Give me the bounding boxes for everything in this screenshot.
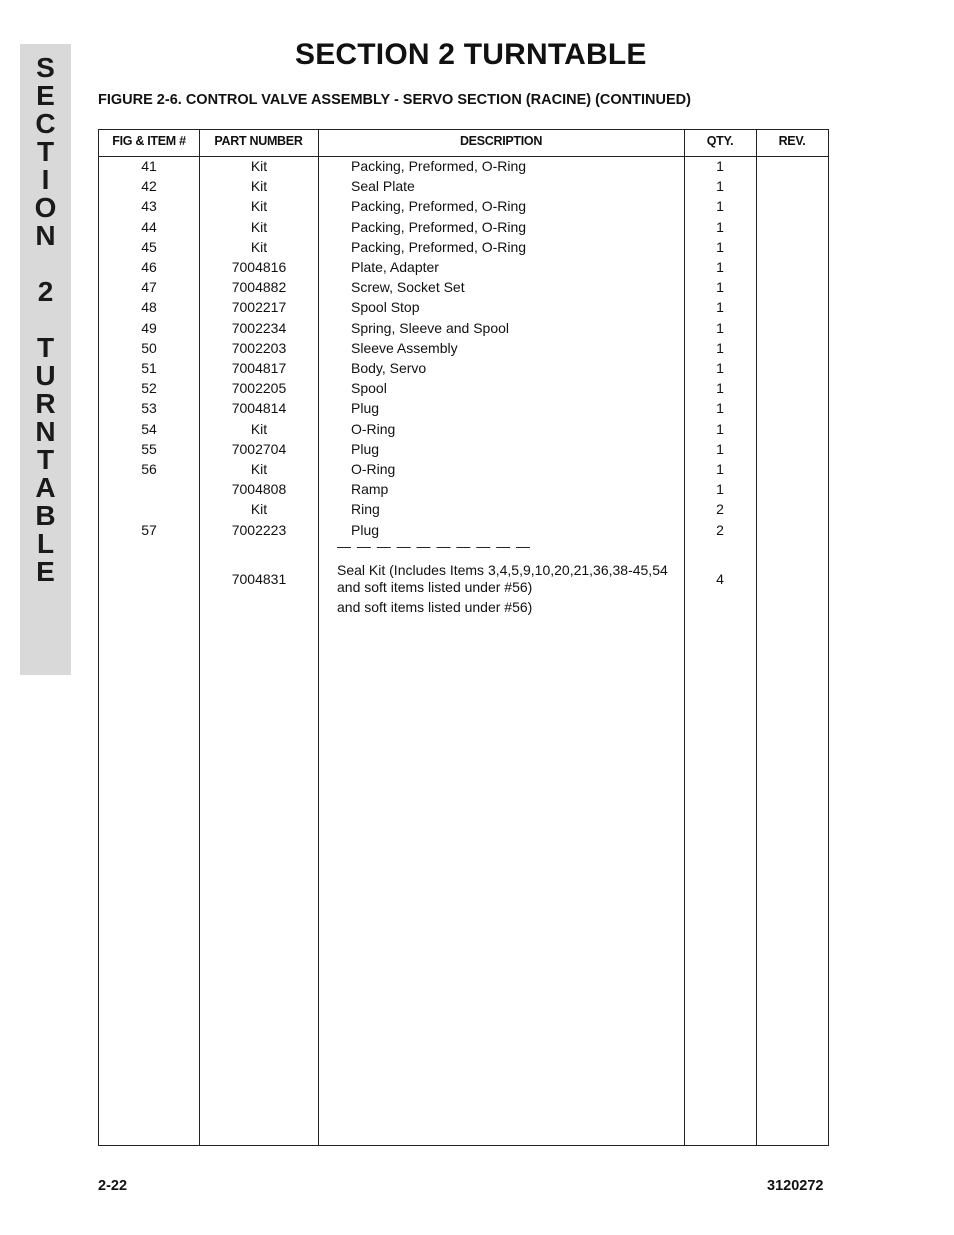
description-cell: Plug: [351, 441, 380, 457]
part-number-cell: Kit: [250, 239, 268, 255]
part-number-cell: 7004882: [231, 279, 287, 295]
part-number-cell: 7004816: [231, 259, 287, 275]
description-cell: Spool: [351, 380, 387, 396]
column-header-rev: REV.: [778, 134, 806, 148]
part-number-cell: 7004817: [231, 360, 287, 376]
qty-cell: 2: [716, 522, 724, 538]
part-number-cell: Kit: [250, 158, 268, 174]
part-number-cell: 7002205: [231, 380, 287, 396]
side-tab-letter: O: [34, 192, 57, 223]
qty-cell: 1: [716, 360, 724, 376]
fig-item-cell: 44: [141, 219, 157, 235]
qty-cell: 1: [716, 481, 724, 497]
fig-item-cell: 49: [141, 320, 157, 336]
side-tab-letter: L: [36, 528, 55, 559]
seal-kit-description-line2: and soft items listed under #56): [337, 579, 533, 595]
part-number-cell: 7002234: [231, 320, 287, 336]
part-number-cell: 7004808: [231, 481, 287, 497]
side-tab-letter: A: [35, 472, 56, 503]
fig-item-cell: 48: [141, 299, 157, 315]
description-cell: Ramp: [351, 481, 389, 497]
fig-item-cell: 54: [141, 421, 157, 437]
side-tab-letter: T: [36, 332, 55, 363]
seal-kit-part-number: 7004831: [231, 571, 287, 587]
fig-item-cell: 46: [141, 259, 157, 275]
description-cell: Seal Plate: [351, 178, 415, 194]
page-title: SECTION 2 TURNTABLE: [295, 38, 647, 71]
part-number-cell: Kit: [250, 198, 268, 214]
part-number-cell: Kit: [250, 421, 268, 437]
seal-kit-description-line1: Seal Kit (Includes Items 3,4,5,9,10,20,21,36,38-45,54: [337, 562, 668, 578]
description-cell: Ring: [351, 501, 380, 517]
separator-dashes: — — — — — — — — — —: [337, 538, 532, 554]
fig-item-cell: 55: [141, 441, 157, 457]
fig-item-cell: 57: [141, 522, 157, 538]
qty-cell: 1: [716, 219, 724, 235]
fig-item-cell: 56: [141, 461, 157, 477]
description-cell: Packing, Preformed, O-Ring: [351, 219, 527, 235]
part-number-cell: Kit: [250, 219, 268, 235]
qty-cell: 1: [716, 421, 724, 437]
description-cell: Packing, Preformed, O-Ring: [351, 198, 527, 214]
qty-cell: 1: [716, 158, 724, 174]
side-tab-letter: T: [36, 444, 55, 475]
column-header-description: DESCRIPTION: [459, 134, 543, 148]
description-cell: Plug: [351, 522, 380, 538]
side-tab-letter: S: [36, 52, 55, 83]
description-cell: Spool Stop: [351, 299, 420, 315]
part-number-cell: 7002217: [231, 299, 287, 315]
description-cell: O-Ring: [351, 421, 396, 437]
part-number-cell: 7002704: [231, 441, 287, 457]
qty-cell: 1: [716, 259, 724, 275]
fig-item-cell: 43: [141, 198, 157, 214]
column-header-part-number: PART NUMBER: [214, 134, 303, 148]
side-tab-letter: T: [36, 136, 55, 167]
page-number: 2-22: [98, 1178, 128, 1194]
qty-cell: 1: [716, 198, 724, 214]
qty-cell: 1: [716, 299, 724, 315]
description-cell: O-Ring: [351, 461, 396, 477]
document-number: 3120272: [767, 1178, 824, 1194]
qty-cell: 1: [716, 239, 724, 255]
side-tab-letter: R: [35, 388, 56, 419]
seal-kit-description-line3: and soft items listed under #56): [337, 599, 533, 615]
side-tab-letter: E: [36, 556, 55, 587]
fig-item-cell: 42: [141, 178, 157, 194]
fig-item-cell: 50: [141, 340, 157, 356]
part-number-cell: Kit: [250, 461, 268, 477]
side-tab-letter: N: [35, 416, 56, 447]
qty-cell: 1: [716, 461, 724, 477]
qty-cell: 1: [716, 400, 724, 416]
description-cell: Plug: [351, 400, 380, 416]
qty-cell: 1: [716, 320, 724, 336]
figure-caption: FIGURE 2-6. CONTROL VALVE ASSEMBLY - SERVO SECTION (RACINE) (CONTINUED): [98, 92, 691, 108]
description-cell: Spring, Sleeve and Spool: [351, 320, 509, 336]
side-tab-letter: N: [35, 220, 56, 251]
description-cell: Body, Servo: [351, 360, 427, 376]
part-number-cell: Kit: [250, 501, 268, 517]
column-header-fig-item: FIG & ITEM #: [112, 134, 186, 148]
fig-item-cell: 53: [141, 400, 157, 416]
side-tab-letter: B: [35, 500, 56, 531]
description-cell: Packing, Preformed, O-Ring: [351, 158, 527, 174]
side-tab-letter: U: [35, 360, 56, 391]
part-number-cell: 7002203: [231, 340, 287, 356]
side-tab-letter: I: [41, 164, 50, 195]
qty-cell: 1: [716, 279, 724, 295]
fig-item-cell: 45: [141, 239, 157, 255]
qty-cell: 1: [716, 340, 724, 356]
description-cell: Sleeve Assembly: [351, 340, 458, 356]
description-cell: Screw, Socket Set: [351, 279, 465, 295]
part-number-cell: 7002223: [231, 522, 287, 538]
qty-cell: 2: [716, 501, 724, 517]
header-divider: [99, 156, 828, 157]
part-number-cell: 7004814: [231, 400, 287, 416]
qty-cell: 1: [716, 380, 724, 396]
description-cell: Plate, Adapter: [351, 259, 439, 275]
fig-item-cell: 52: [141, 380, 157, 396]
fig-item-cell: 51: [141, 360, 157, 376]
seal-kit-qty: 4: [716, 571, 724, 587]
column-divider: [756, 130, 757, 1145]
column-header-qty: QTY.: [706, 134, 734, 148]
side-tab-letter: E: [36, 80, 55, 111]
parts-table: [98, 129, 829, 1146]
fig-item-cell: 41: [141, 158, 157, 174]
part-number-cell: Kit: [250, 178, 268, 194]
qty-cell: 1: [716, 178, 724, 194]
side-tab-letter: 2: [37, 276, 54, 307]
qty-cell: 1: [716, 441, 724, 457]
side-tab-letter: C: [35, 108, 56, 139]
description-cell: Packing, Preformed, O-Ring: [351, 239, 527, 255]
section-side-tab: [20, 44, 71, 675]
fig-item-cell: 47: [141, 279, 157, 295]
